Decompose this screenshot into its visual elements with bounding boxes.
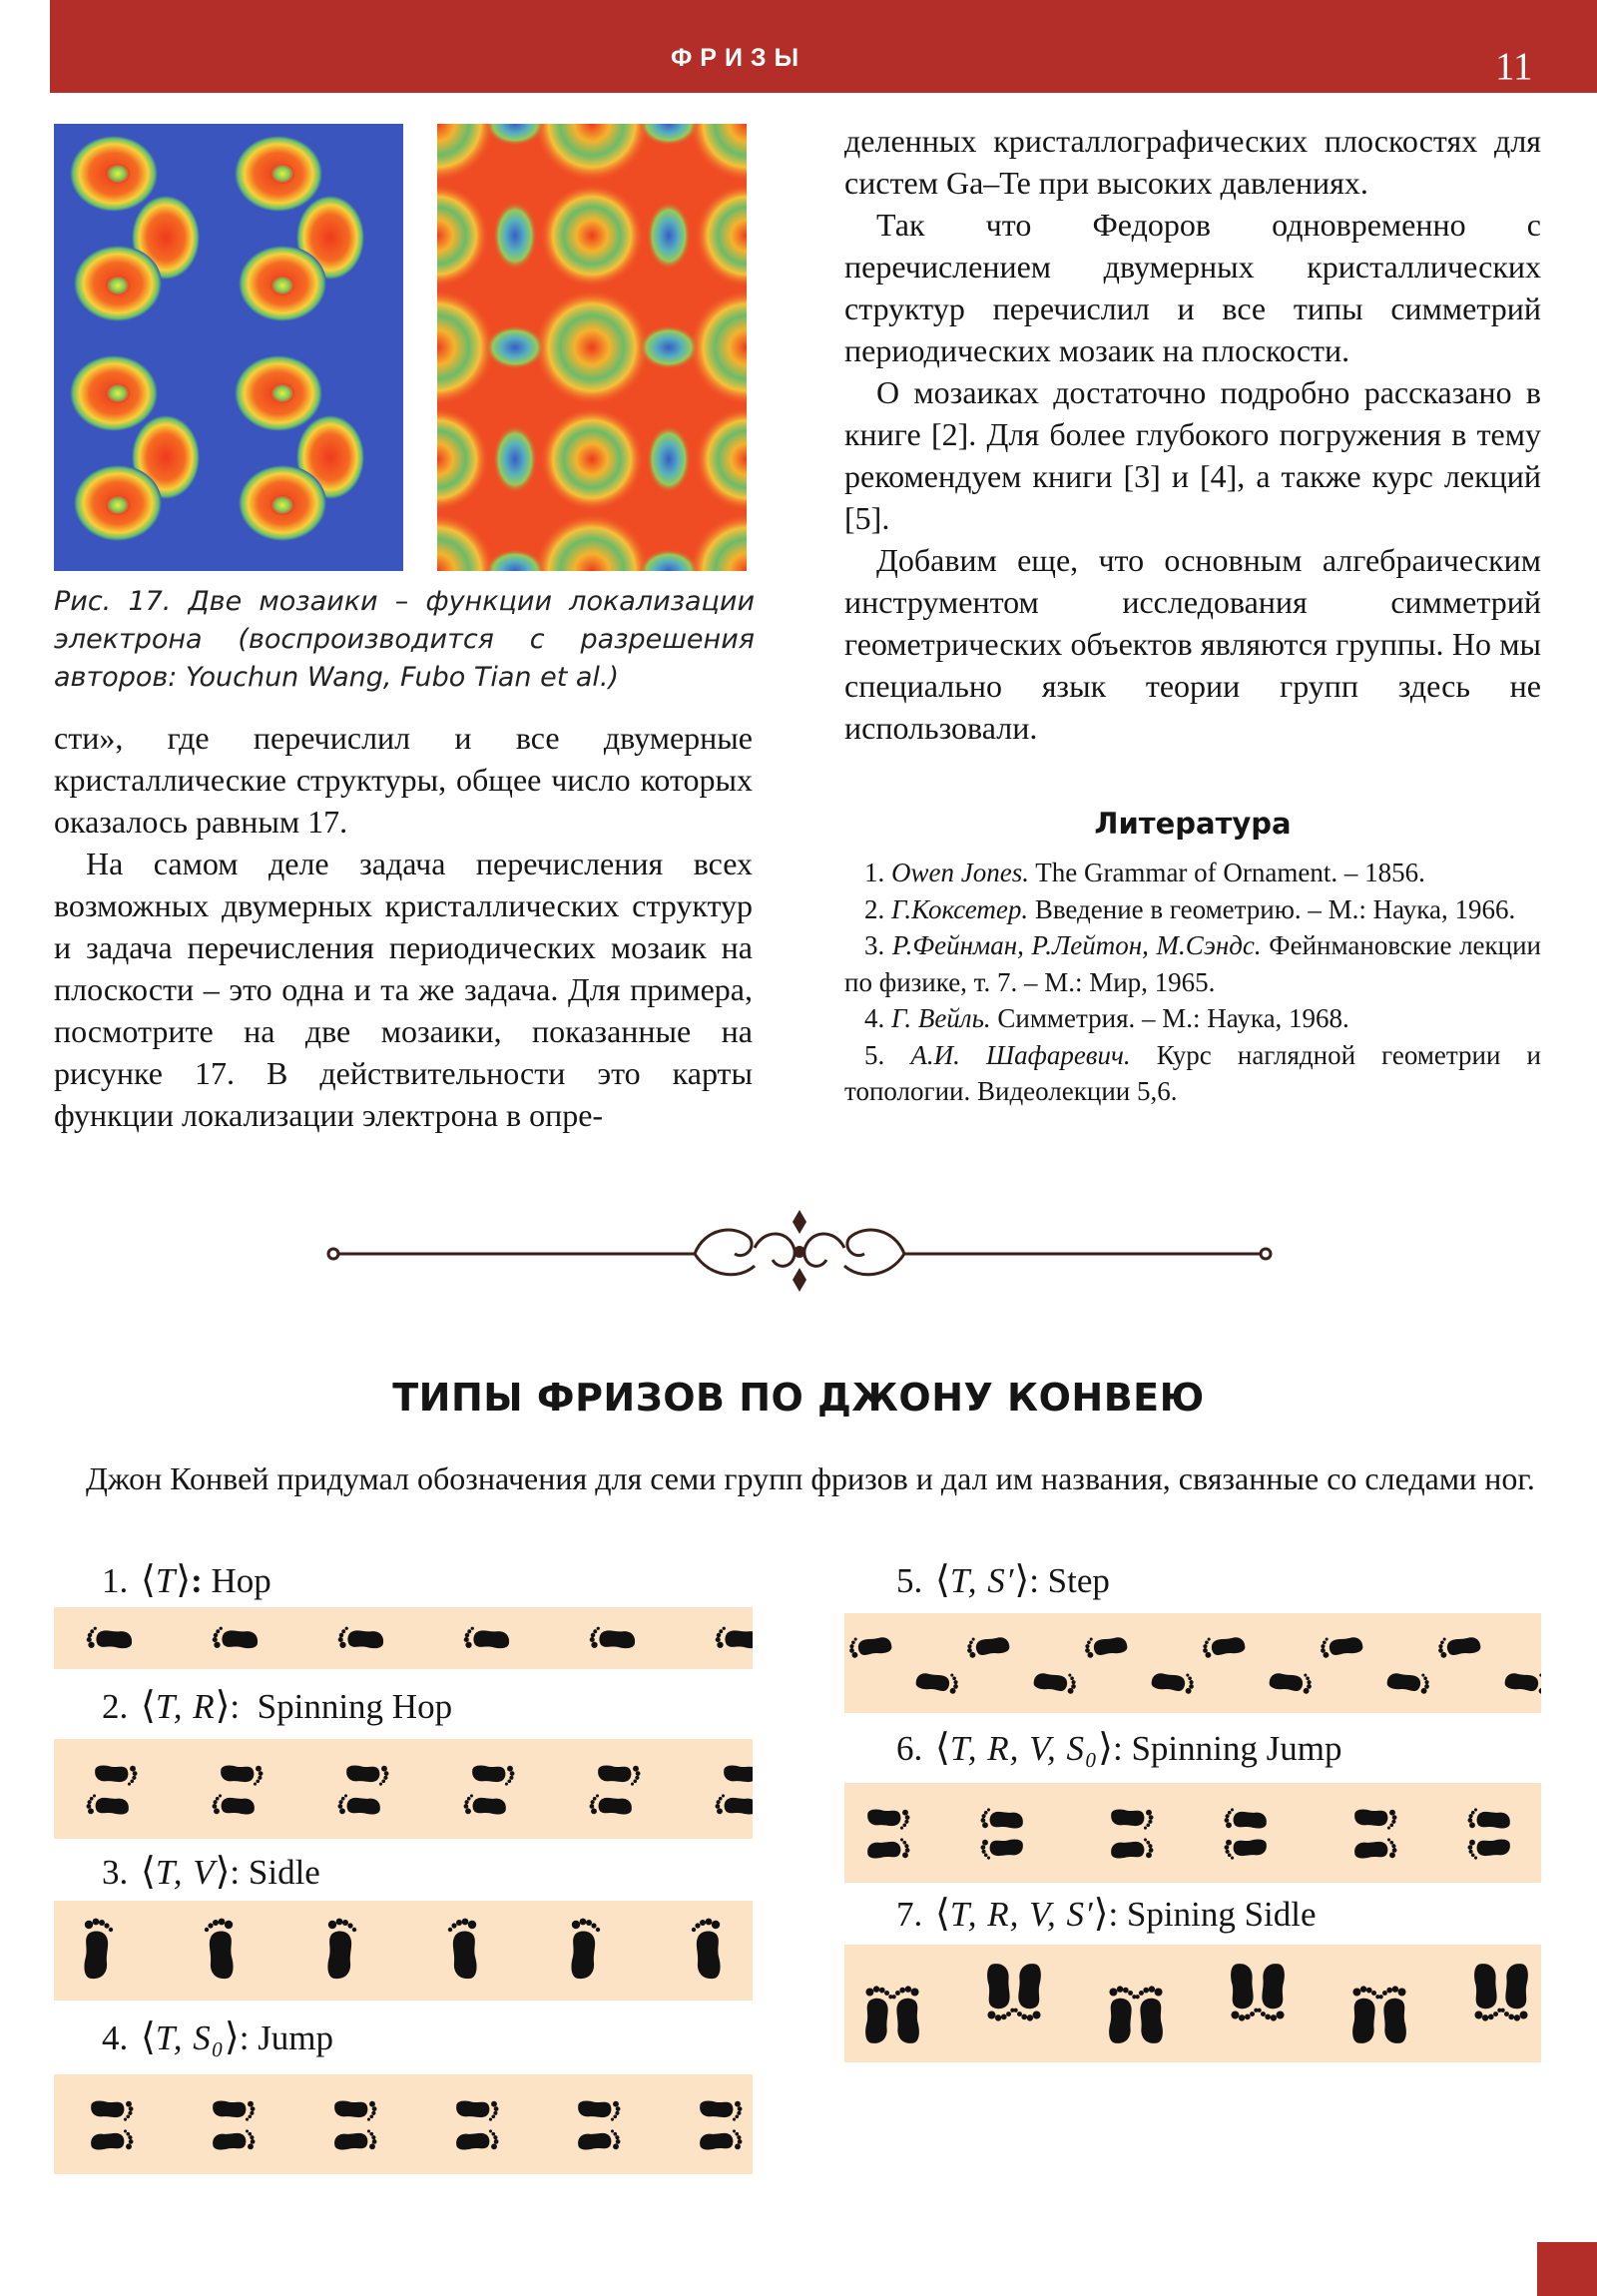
footprint-icon (456, 2101, 498, 2121)
footprint-icon (213, 2129, 255, 2149)
footprint-icon (213, 1794, 255, 1814)
footprint-icon (1379, 1986, 1406, 2042)
footprint-icon (1258, 1964, 1285, 2020)
footprint-icon (338, 1627, 383, 1649)
footprint-icon (716, 1627, 753, 1649)
footprint-icon (84, 1919, 113, 1979)
frieze-strip-spinning-hop (54, 1739, 753, 1839)
footprint-icon (692, 1919, 721, 1979)
footprint-icon (91, 2101, 133, 2121)
footprint-icon (1468, 1840, 1510, 1860)
footprint-icon (981, 1840, 1023, 1860)
footprint-icon (915, 1668, 960, 1695)
paragraph: Так что Федоров одновременно с перечислением двумерных кристаллических структур перечислил и все типы симметрий периодических мозаик на плоскости. (844, 207, 1541, 368)
footprint-icon (578, 2101, 620, 2121)
footprint-icon (1468, 1808, 1510, 1828)
right-column-text (844, 120, 1541, 749)
footprint-icon (1014, 1964, 1041, 2020)
page-number: 11 (1495, 45, 1533, 88)
footprint-icon (987, 1964, 1014, 2020)
frieze-label-spinning-jump: 6. ⟨T, R, V, S₀⟩: Spinning Jump (896, 1727, 1342, 1769)
footprint-icon (1136, 1986, 1163, 2042)
footprint-icon (571, 1919, 600, 1979)
footprint-icon (867, 1838, 909, 1858)
footprint-icon (1501, 1964, 1528, 2020)
footprint-icon (456, 2129, 498, 2149)
frieze-strip-spining-sidle (844, 1945, 1541, 2062)
footprint-icon (205, 1919, 234, 1979)
footprint-icon (346, 1766, 388, 1786)
frieze-label-jump: 4. ⟨T, S₀⟩: Jump (102, 2016, 334, 2058)
footprint-icon (1225, 1840, 1267, 1860)
footprint-icon (598, 1766, 640, 1786)
figure-mosaic-right (437, 124, 747, 571)
frieze-strip-spinning-jump (844, 1783, 1541, 1883)
footprint-icon (448, 1919, 477, 1979)
footprint-icon (847, 1632, 892, 1659)
footprint-icon (590, 1794, 632, 1814)
footprint-icon (724, 1766, 753, 1786)
paragraph: На самом деле задача перечисления всех возможных двумерных кристаллических структур и задача перечисления периодических мозаик на плоскости – это одна и та же задача. Для примера, посмотрите на две мозаики, показанные на рисунке 17. В действительности это карты функции локализации электрона в опре- (54, 846, 753, 1133)
running-header-title: ФРИЗЫ (670, 44, 807, 72)
frieze-label-hop: 1. ⟨T⟩: Hop (102, 1559, 271, 1601)
frieze-label-step: 5. ⟨T, S′⟩: Step (896, 1559, 1110, 1601)
footprint-icon (1109, 1986, 1136, 2042)
footprint-icon (1352, 1986, 1379, 2042)
reference-item: 5. А.И. Шафаревич. Курс наглядной геометрии и топологии. Видеолекции 5,6. (844, 1039, 1542, 1106)
footprint-icon (1231, 1964, 1258, 2020)
footprint-icon (590, 1627, 635, 1649)
footprint-icon (464, 1627, 509, 1649)
references-heading: Литература (1094, 807, 1292, 841)
figure-mosaic-left (54, 124, 403, 571)
section-intro (54, 1457, 1541, 1499)
frieze-strip-jump (54, 2074, 753, 2174)
footprint-icon (213, 1627, 258, 1649)
left-column-text (54, 717, 753, 1136)
footprint-icon (1151, 1668, 1196, 1695)
footprint-icon (1319, 1632, 1363, 1659)
footprint-icon (1083, 1632, 1128, 1659)
footprint-icon (91, 2129, 133, 2149)
footprint-icon (87, 1627, 132, 1649)
footprint-icon (700, 2129, 742, 2149)
paragraph: Добавим еще, что основным алгебраическим инструментом исследования симметрий геометрических объектов являются группы. Но мы специально язык теории групп здесь не использовали. (844, 542, 1541, 746)
footprint-icon (1111, 1810, 1153, 1830)
footprint-icon (1033, 1668, 1078, 1695)
reference-item: 1. Owen Jones. The Grammar of Ornament. – 1856. (864, 858, 1425, 887)
frieze-label-spining-sidle: 7. ⟨T, R, V, S′⟩: Spining Sidle (896, 1893, 1317, 1935)
footprint-icon (867, 1810, 909, 1830)
footprint-icon (338, 1794, 380, 1814)
footprint-icon (95, 1766, 137, 1786)
ornament-divider-icon (325, 1208, 1274, 1292)
footprint-icon (1504, 1668, 1541, 1695)
figure-caption: Рис. 17. Две мозаики – функции локализации электрона (воспроизводится с разрешения авторов: Youchun Wang, Fubo Tian et al.) (54, 586, 755, 693)
paragraph: деленных кристаллографических плоскостях для систем Ga–Te при высоких давлениях. (844, 123, 1541, 201)
page-corner-block (1537, 2242, 1597, 2296)
references-list (844, 855, 1541, 1110)
footprint-icon (221, 1766, 263, 1786)
footprint-icon (1354, 1810, 1396, 1830)
frieze-strip-step (844, 1613, 1541, 1713)
frieze-label-spinning-hop: 2. ⟨T, R⟩: Spinning Hop (102, 1685, 453, 1727)
paragraph: Джон Конвей придумал обозначения для семи групп фризов и дал им названия, связанные со следами ног. (86, 1460, 1535, 1496)
paragraph: О мозаиках достаточно подробно рассказано в книге [2]. Для более глубокого погружения в тему рекомендуем книги [3] и [4], а также курс лекций [5]. (844, 374, 1541, 536)
frieze-strip-hop (54, 1607, 753, 1669)
footprint-icon (865, 1986, 892, 2042)
footprint-icon (464, 1794, 506, 1814)
frieze-label-sidle: 3. ⟨T, V⟩: Sidle (102, 1851, 320, 1893)
footprint-icon (981, 1808, 1023, 1828)
footprint-icon (472, 1766, 514, 1786)
footprint-icon (1269, 1668, 1314, 1695)
footprint-icon (578, 2129, 620, 2149)
footprint-icon (1474, 1964, 1501, 2020)
footprint-icon (87, 1794, 129, 1814)
reference-item: 2. Г.Коксетер. Введение в геометрию. – М.: Наука, 1966. (864, 893, 1516, 924)
footprint-icon (213, 2101, 255, 2121)
section-title: ТИПЫ ФРИЗОВ ПО ДЖОНУ КОНВЕЮ (392, 1376, 1205, 1420)
footprint-icon (1225, 1808, 1267, 1828)
footprint-icon (327, 1919, 356, 1979)
footprint-icon (965, 1632, 1010, 1659)
footprint-icon (716, 1794, 753, 1814)
footprint-icon (1201, 1632, 1246, 1659)
footprint-icon (334, 2101, 376, 2121)
footprint-icon (892, 1986, 919, 2042)
paragraph: сти», где перечислил и все двумерные кристаллические структуры, общее число которых оказалось равным 17. (54, 720, 753, 840)
footprint-icon (1436, 1632, 1481, 1659)
footprint-icon (1354, 1838, 1396, 1858)
frieze-strip-sidle (54, 1901, 753, 2001)
footprint-icon (1386, 1668, 1431, 1695)
footprint-icon (1111, 1838, 1153, 1858)
reference-item: 3. Р.Фейнман, Р.Лейтон, М.Сэндс. Фейнмановские лекции по физике, т. 7. – М.: Мир, 1965. (844, 930, 1541, 997)
footprint-icon (700, 2101, 742, 2121)
footprint-icon (334, 2129, 376, 2149)
reference-item: 4. Г. Вейль. Симметрия. – М.: Наука, 1968. (864, 1003, 1349, 1033)
